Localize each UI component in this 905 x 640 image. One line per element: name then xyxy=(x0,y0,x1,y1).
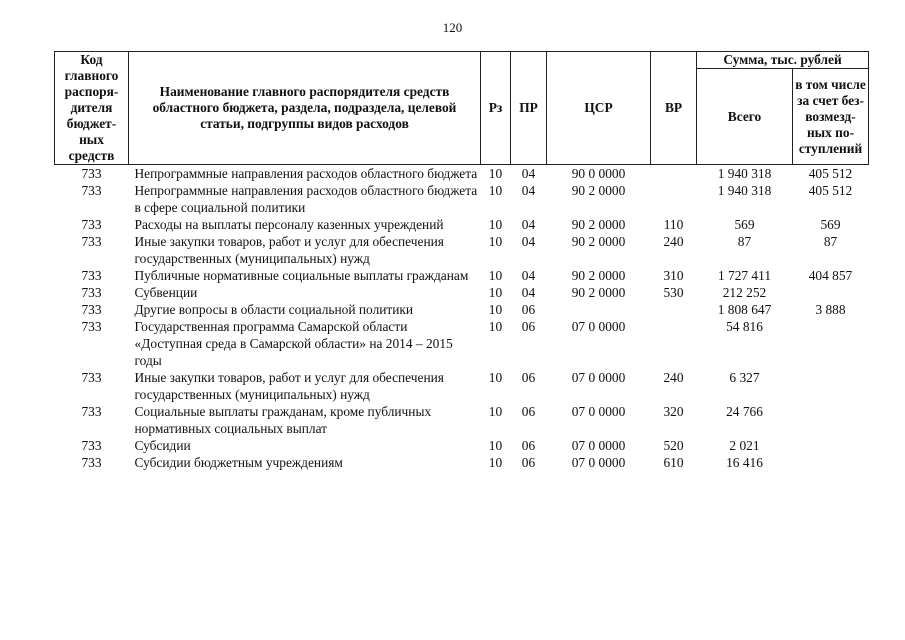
cell-vr xyxy=(651,318,697,369)
cell-vr: 610 xyxy=(663,455,684,470)
cell-free: 3 888 xyxy=(815,302,846,317)
cell-vr: 530 xyxy=(663,285,684,300)
table-row xyxy=(55,267,869,284)
cell-csr xyxy=(547,301,651,318)
table-row xyxy=(55,437,869,454)
cell-pr: 06 xyxy=(521,438,536,453)
cell-name: Непрограммные направления расходов областного бюджета xyxy=(134,166,478,181)
cell-csr: 07 0 0000 xyxy=(571,438,626,453)
cell-csr: 07 0 0000 xyxy=(571,455,626,470)
cell-pr: 04 xyxy=(521,234,536,249)
cell-code: 733 xyxy=(81,285,102,300)
cell-total: 1 940 318 xyxy=(717,166,772,181)
cell-pr: 06 xyxy=(521,404,536,419)
cell-name: Другие вопросы в области социальной политики xyxy=(134,302,414,317)
cell-rz: 10 xyxy=(488,319,503,334)
cell-vr xyxy=(651,165,697,183)
cell-name: Расходы на выплаты персоналу казенных учреждений xyxy=(134,217,444,232)
cell-total: 1 727 411 xyxy=(717,268,772,283)
cell-pr: 06 xyxy=(521,370,536,385)
cell-pr: 06 xyxy=(521,455,536,470)
cell-free xyxy=(793,403,869,437)
header-name: Наименование главного распорядителя средств областного бюджета, раздела, подраздела, целевой статьи, подгруппы видов расходов xyxy=(129,52,481,165)
cell-code: 733 xyxy=(81,455,102,470)
cell-rz: 10 xyxy=(488,370,503,385)
cell-name: Публичные нормативные социальные выплаты гражданам xyxy=(134,268,469,283)
header-sum: Сумма, тыс. рублей xyxy=(697,52,869,69)
cell-rz: 10 xyxy=(488,234,503,249)
table-header xyxy=(55,52,869,165)
cell-pr: 04 xyxy=(521,268,536,283)
header-rz: Рз xyxy=(481,52,511,165)
cell-name: Непрограммные направления расходов областного бюджета в сфере социальной политики xyxy=(134,183,478,215)
cell-code: 733 xyxy=(81,370,102,385)
cell-rz: 10 xyxy=(488,438,503,453)
cell-total: 569 xyxy=(734,217,755,232)
cell-csr: 07 0 0000 xyxy=(571,319,626,334)
cell-name: Иные закупки товаров, работ и услуг для обеспечения государственных (муниципальных) нужд xyxy=(134,234,444,266)
cell-pr: 06 xyxy=(521,302,536,317)
cell-code: 733 xyxy=(81,217,102,232)
cell-free xyxy=(793,454,869,471)
header-pr: ПР xyxy=(511,52,547,165)
cell-free: 405 512 xyxy=(808,183,853,198)
cell-total: 1 940 318 xyxy=(717,183,772,198)
cell-name: Государственная программа Самарской области «Доступная среда в Самарской области» на 2014 – 2015 годы xyxy=(134,319,453,368)
table-body xyxy=(55,165,869,472)
cell-vr xyxy=(651,301,697,318)
cell-free: 87 xyxy=(823,234,838,249)
cell-total: 54 816 xyxy=(726,319,763,334)
cell-total: 1 808 647 xyxy=(717,302,772,317)
cell-vr: 310 xyxy=(663,268,684,283)
cell-rz: 10 xyxy=(488,285,503,300)
table-row xyxy=(55,454,869,471)
cell-code: 733 xyxy=(81,183,102,198)
table-row xyxy=(55,403,869,437)
cell-csr: 90 0 0000 xyxy=(571,166,626,181)
header-csr: ЦСР xyxy=(547,52,651,165)
cell-csr: 90 2 0000 xyxy=(571,183,626,198)
header-free: в том числе за счет без-возмезд-ных по-ступлений xyxy=(793,69,869,165)
cell-rz: 10 xyxy=(488,183,503,198)
cell-total: 212 252 xyxy=(722,285,767,300)
cell-free xyxy=(793,369,869,403)
cell-free: 405 512 xyxy=(808,166,853,181)
table-row xyxy=(55,301,869,318)
cell-pr: 04 xyxy=(521,285,536,300)
cell-vr: 520 xyxy=(663,438,684,453)
cell-pr: 06 xyxy=(521,319,536,334)
table-row xyxy=(55,369,869,403)
cell-code: 733 xyxy=(81,404,102,419)
cell-pr: 04 xyxy=(521,183,536,198)
cell-csr: 90 2 0000 xyxy=(571,268,626,283)
cell-total: 87 xyxy=(737,234,752,249)
cell-rz: 10 xyxy=(488,302,503,317)
cell-vr: 240 xyxy=(663,234,684,249)
cell-csr: 90 2 0000 xyxy=(571,285,626,300)
cell-free: 404 857 xyxy=(808,268,853,283)
cell-rz: 10 xyxy=(488,166,503,181)
cell-code: 733 xyxy=(81,302,102,317)
cell-vr: 110 xyxy=(663,217,684,232)
cell-total: 6 327 xyxy=(729,370,760,385)
table-row xyxy=(55,284,869,301)
cell-total: 16 416 xyxy=(726,455,763,470)
cell-rz: 10 xyxy=(488,455,503,470)
cell-total: 24 766 xyxy=(726,404,763,419)
cell-name: Субсидии бюджетным учреждениям xyxy=(134,455,343,470)
cell-code: 733 xyxy=(81,319,102,334)
cell-csr: 90 2 0000 xyxy=(571,217,626,232)
cell-rz: 10 xyxy=(488,404,503,419)
cell-vr: 240 xyxy=(663,370,684,385)
cell-code: 733 xyxy=(81,166,102,181)
header-vr: ВР xyxy=(651,52,697,165)
table-row xyxy=(55,318,869,369)
page-number: 120 xyxy=(442,20,463,35)
cell-name: Субвенции xyxy=(134,285,198,300)
cell-vr xyxy=(651,182,697,216)
cell-rz: 10 xyxy=(488,268,503,283)
cell-csr: 07 0 0000 xyxy=(571,370,626,385)
header-total: Всего xyxy=(697,69,793,165)
cell-free: 569 xyxy=(820,217,841,232)
cell-vr: 320 xyxy=(663,404,684,419)
cell-pr: 04 xyxy=(521,166,536,181)
cell-code: 733 xyxy=(81,234,102,249)
cell-name: Иные закупки товаров, работ и услуг для обеспечения государственных (муниципальных) нужд xyxy=(134,370,444,402)
table-row xyxy=(55,216,869,233)
header-code: Код главного распоря-дителя бюджет-ных средств xyxy=(55,52,129,165)
cell-csr: 90 2 0000 xyxy=(571,234,626,249)
cell-csr: 07 0 0000 xyxy=(571,404,626,419)
cell-free xyxy=(793,284,869,301)
cell-rz: 10 xyxy=(488,217,503,232)
table-row xyxy=(55,165,869,183)
table-row xyxy=(55,233,869,267)
budget-table xyxy=(54,51,869,471)
cell-total: 2 021 xyxy=(729,438,760,453)
cell-pr: 04 xyxy=(521,217,536,232)
cell-free xyxy=(793,437,869,454)
cell-free xyxy=(793,318,869,369)
cell-name: Субсидии xyxy=(134,438,191,453)
cell-code: 733 xyxy=(81,438,102,453)
table-row xyxy=(55,182,869,216)
cell-code: 733 xyxy=(81,268,102,283)
cell-name: Социальные выплаты гражданам, кроме публичных нормативных социальных выплат xyxy=(134,404,432,436)
